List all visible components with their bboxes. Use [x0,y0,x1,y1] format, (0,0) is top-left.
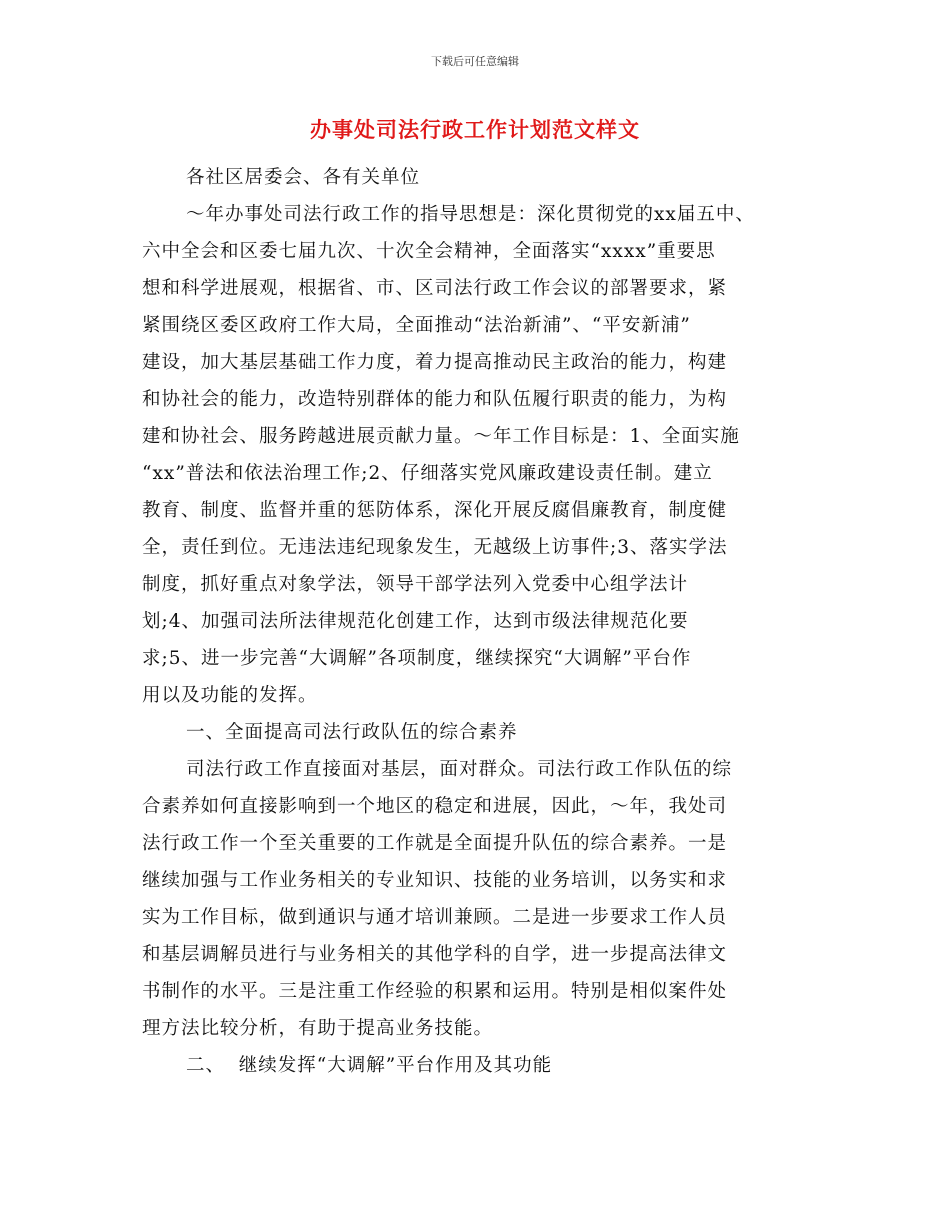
section-heading-1: 一、全面提高司法行政队伍的综合素养 [186,722,518,743]
paragraph-line: 想和科学进展观，根据省、市、区司法行政工作会议的部署要求，紧 [142,278,728,299]
paragraph-line: 司法行政工作直接面对基层，面对群众。司法行政工作队伍的综 [186,759,733,780]
document-title: 办事处司法行政工作计划范文样文 [310,118,640,142]
paragraph-line: 划;4、加强司法所法律规范化创建工作，达到市级法律规范化要 [142,611,689,632]
paragraph-line: 制度，抓好重点对象学法，领导干部学法列入党委中心组学法计 [142,574,689,595]
paragraph-line: 继续加强与工作业务相关的专业知识、技能的业务培训，以务实和求 [142,870,728,891]
paragraph-line: 书制作的水平。三是注重工作经验的积累和运用。特别是相似案件处 [142,981,728,1002]
paragraph-line: 和协社会的能力，改造特别群体的能力和队伍履行职责的能力，为构 [142,389,728,410]
paragraph-line: 建和协社会、服务跨越进展贡献力量。～年工作目标是：1、全面实施 [142,426,740,447]
paragraph-line: 全，责任到位。无违法违纪现象发生，无越级上访事件;3、落实学法 [142,537,728,558]
paragraph-line: 教育、制度、监督并重的惩防体系，深化开展反腐倡廉教育，制度健 [142,500,728,521]
paragraph-line: ～年办事处司法行政工作的指导思想是：深化贯彻党的xx届五中、 [186,204,755,225]
paragraph-line: 和基层调解员进行与业务相关的其他学科的自学，进一步提高法律文 [142,944,728,965]
section-heading-2: 二、 继续发挥“大调解”平台作用及其功能 [186,1055,553,1076]
header-note: 下载后可任意编辑 [431,55,519,68]
paragraph-line: 法行政工作一个至关重要的工作就是全面提升队伍的综合素养。一是 [142,833,728,854]
paragraph-line: 实为工作目标，做到通识与通才培训兼顾。二是进一步要求工作人员 [142,907,728,928]
paragraph-line: 理方法比较分析，有助于提高业务技能。 [142,1018,494,1039]
paragraph-line: 建设，加大基层基础工作力度，着力提高推动民主政治的能力，构建 [142,352,728,373]
paragraph-line: 用以及功能的发挥。 [142,685,318,706]
salutation: 各社区居委会、各有关单位 [186,167,421,188]
paragraph-line: 合素养如何直接影响到一个地区的稳定和进展，因此，～年，我处司 [142,796,728,817]
paragraph-line: 紧围绕区委区政府工作大局，全面推动“法治新浦”、“平安新浦” [142,315,691,336]
paragraph-line: 六中全会和区委七届九次、十次全会精神，全面落实“xxxx”重要思 [142,241,716,262]
paragraph-line: “xx”普法和依法治理工作;2、仔细落实党风廉政建设责任制。建立 [142,463,713,484]
document-body [142,159,810,1084]
paragraph-line: 求;5、进一步完善“大调解”各项制度，继续探究“大调解”平台作 [142,648,692,669]
